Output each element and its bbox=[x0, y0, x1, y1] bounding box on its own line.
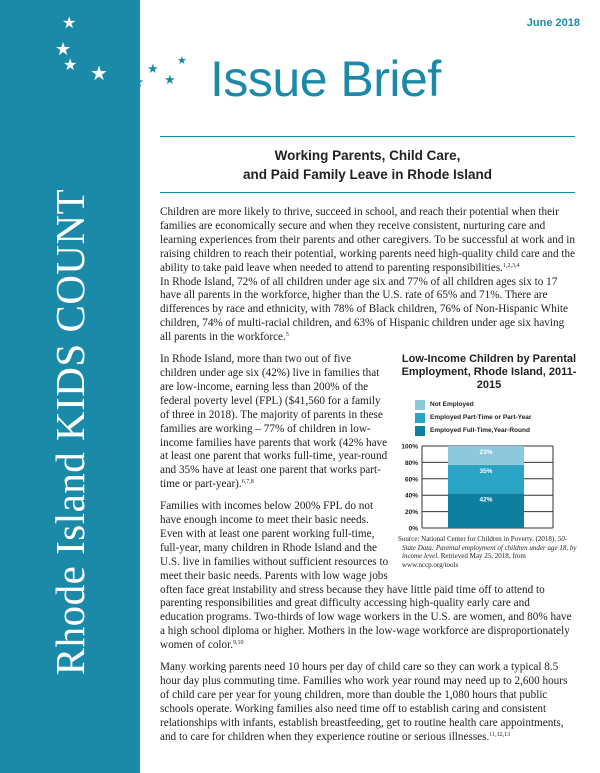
paragraph-text: Many working parents need 10 hours per day of child care so they can work a typical 8.5 hour day plus commuting time. Families who work year round may need up to 2,600 hours of child care per year for young children, more than double the 1,080 hours that public schools operate. Working families also need time off to establish caring and consistent relationships with infants, establish breastfeeding, get to routine health care appointments, and to care for children when they experience routine or serious illnesses. bbox=[160, 661, 568, 743]
y-tick-label: 100% bbox=[401, 443, 418, 451]
paragraph-text: In Rhode Island, more than two out of five children under age six (42%) live in families that are low-income, earning less than 200% of the federal poverty level (FPL) ($41,560 for a family of three in 2018). The majority of parents in these families are working – 77% of children in low-income families have parents that work (42% have at least one parent that works full-time, year-round and 35% have at least one parent that works part-time or part-year). bbox=[160, 353, 388, 491]
paragraph-text: In Rhode Island, 72% of all children under age six and 77% of all children ages six to 17 have all parents in the workforce, higher than the U.S. rate of 65% and 71%. There are differences by race and ethnicity, with 78% of Black children, 76% of Non-Hispanic White children, 74% of multi-racial children, and 63% of Hispanic children under age six having all parents in the workforce. bbox=[160, 275, 569, 344]
footnote-ref: 6,7,8 bbox=[241, 479, 254, 486]
paragraph bbox=[160, 661, 576, 744]
footnote-ref: 9,10 bbox=[233, 640, 244, 647]
y-tick-label: 0% bbox=[408, 525, 418, 533]
legend-swatch bbox=[415, 426, 425, 436]
source-text: Source: National Center for Children in Poverty. (2018). bbox=[398, 535, 558, 544]
divider bbox=[160, 192, 575, 193]
legend-item bbox=[415, 411, 580, 424]
footnote-ref: 5 bbox=[285, 332, 289, 339]
legend-swatch bbox=[415, 400, 425, 410]
legend-label: Employed Part-Time or Part-Year bbox=[430, 413, 532, 421]
y-tick-label: 80% bbox=[404, 459, 418, 467]
chart-plot bbox=[398, 441, 580, 533]
star-icon: ★ bbox=[55, 39, 72, 59]
legend-label: Employed Full-Time,Year-Round bbox=[430, 426, 530, 434]
data-label: 42% bbox=[479, 496, 493, 504]
star-icon: ★ bbox=[90, 63, 108, 85]
star-icon: ★ bbox=[177, 55, 187, 67]
chart-title: Low-Income Children by Parental Employment, Rhode Island, 2011-2015 bbox=[401, 353, 577, 392]
data-label: 35% bbox=[479, 467, 493, 475]
legend-swatch bbox=[415, 413, 425, 423]
paragraph-text: Families with incomes below 200% FPL do not have enough income to meet their basic needs. Even with at least one parent working full-time, full-year, many children in Rhode Island and the U.S. live in families without sufficient resources to meet their basic needs. Parents with low wage jobs often face great instability and stress because they have little paid time off to attend to parenting responsibilities and great difficulty accessing high-quality early care and education programs. Two-thirds of low wage workers in the U.S. are women, and 80% have a high school diploma or higher. Mothers in the low-wage workforce are disproportionately women of color. bbox=[160, 500, 572, 652]
star-icon: ★ bbox=[147, 61, 159, 76]
paragraph bbox=[160, 206, 576, 276]
legend-label: Not Employed bbox=[430, 400, 474, 408]
legend-item bbox=[415, 424, 580, 437]
paragraph bbox=[160, 276, 576, 346]
paragraph-text: Children are more likely to thrive, succeed in school, and reach their potential when their families are economically secure and when they receive consistent, nurturing care and learning experiences from their parents and other caregivers. To be successful at work and in raising children to reach their potential, working parents need high-quality child care and the ability to take paid leave when needed to attend to parenting responsibilities. bbox=[160, 206, 576, 274]
sidebar-band bbox=[0, 0, 140, 773]
y-tick-label: 60% bbox=[404, 476, 418, 484]
sidebar-title: Rhode Island KIDS COUNT bbox=[47, 188, 93, 676]
chart-source bbox=[398, 535, 580, 569]
y-tick-label: 20% bbox=[404, 509, 418, 517]
star-icon: ★ bbox=[63, 57, 78, 74]
page-title bbox=[160, 146, 575, 184]
source-title: 50-State Data: Parental employment of children under age 18, by income level. bbox=[402, 535, 577, 561]
title-line: Working Parents, Child Care, bbox=[274, 148, 461, 163]
article-body bbox=[160, 206, 576, 753]
star-icon: ★ bbox=[131, 75, 145, 91]
title-line: and Paid Family Leave in Rhode Island bbox=[242, 167, 493, 182]
legend-item bbox=[415, 398, 580, 411]
chart-legend bbox=[415, 398, 580, 437]
source-text: Retrieved May 25, 2018, from www.nccp.org/tools bbox=[402, 552, 526, 569]
star-icon: ★ bbox=[164, 72, 176, 87]
footnote-ref: 1,2,3,4 bbox=[502, 262, 520, 269]
star-icon: ★ bbox=[62, 15, 77, 32]
issue-date: June 2018 bbox=[526, 17, 580, 29]
divider bbox=[160, 136, 575, 137]
publication-title: Issue Brief bbox=[210, 51, 441, 107]
data-label: 23% bbox=[479, 449, 493, 457]
chart bbox=[398, 353, 580, 575]
footnote-ref: 11,12,13 bbox=[489, 731, 511, 738]
y-tick-label: 40% bbox=[404, 492, 418, 500]
